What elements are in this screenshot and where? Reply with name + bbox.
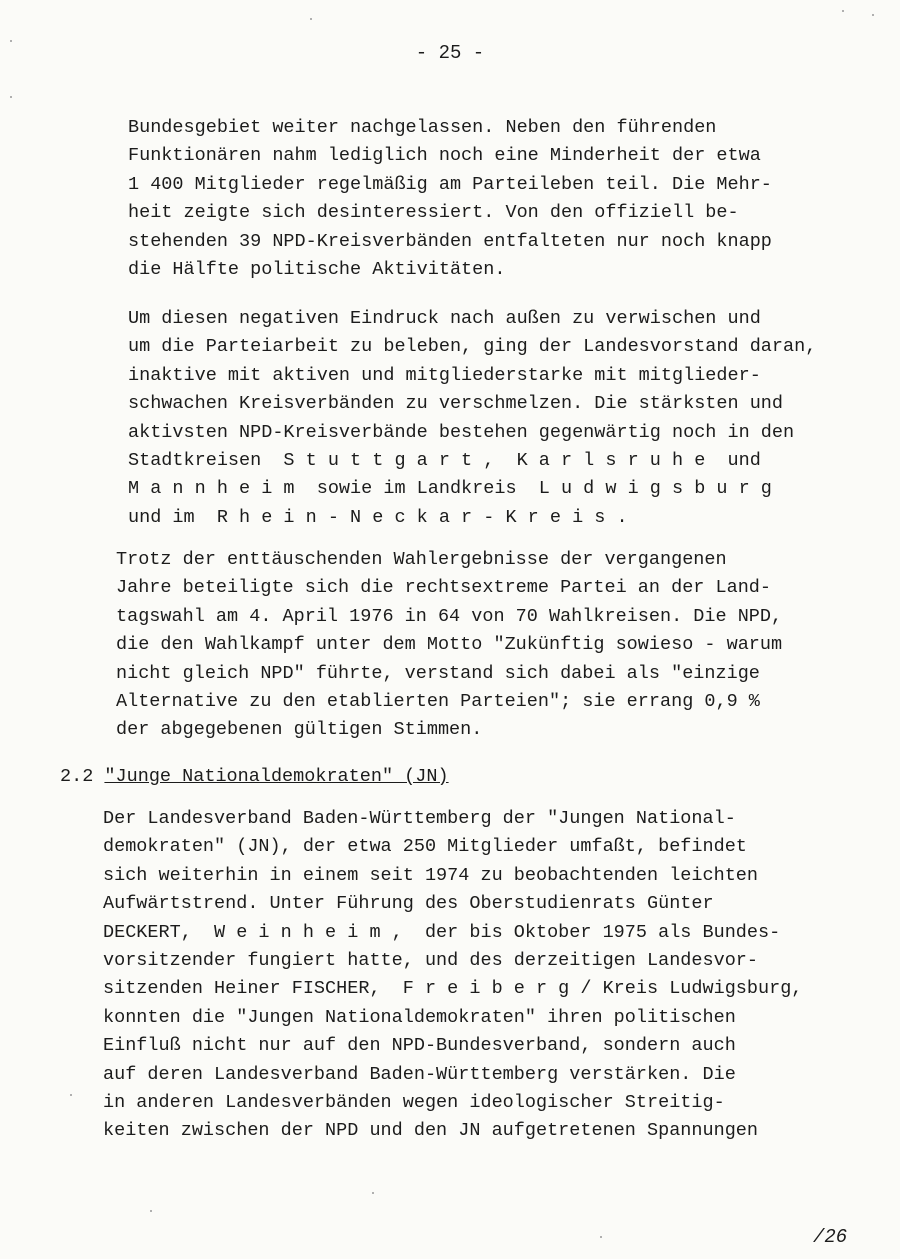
text-line: die Hälfte politische Aktivitäten. (128, 259, 506, 281)
scan-speck (70, 1094, 72, 1096)
text-line: um die Parteiarbeit zu beleben, ging der Landesvorstand daran, (128, 336, 817, 358)
text-line: die den Wahlkampf unter dem Motto "Zukünftig sowieso - warum (116, 634, 783, 656)
scan-speck (600, 1236, 602, 1238)
text-line: Um diesen negativen Eindruck nach außen zu verwischen und (128, 308, 761, 329)
text-line: schwachen Kreisverbänden zu verschmelzen. Die stärksten und (128, 393, 784, 415)
section-title: "Junge Nationaldemokraten" (JN) (104, 766, 449, 787)
paragraph-3 (116, 546, 836, 745)
next-page-number: /26 (813, 1226, 848, 1248)
scan-speck (10, 96, 12, 98)
scan-speck (10, 40, 12, 42)
text-line: demokraten" (JN), der etwa 250 Mitglieder umfaßt, befindet (103, 836, 747, 858)
text-line: Stadtkreisen S t u t t g a r t , K a r l s r u h e und (128, 450, 761, 472)
page-number: - 25 - (415, 42, 485, 64)
section-heading (60, 763, 449, 791)
text-line: konnten die "Jungen Nationaldemokraten" ihren politischen (103, 1006, 736, 1028)
text-line: sitzenden Heiner FISCHER, F r e i b e r g / Kreis Ludwigsburg, (103, 978, 803, 1000)
text-line: Einfluß nicht nur auf den NPD-Bundesverband, sondern auch (103, 1035, 736, 1057)
text-line: und im R h e i n - N e c k a r - K r e i s . (128, 506, 628, 528)
text-line: Trotz der enttäuschenden Wahlergebnisse der vergangenen (116, 549, 727, 570)
section-number: 2.2 (60, 766, 94, 787)
text-line: Aufwärtstrend. Unter Führung des Oberstudienrats Günter (103, 893, 714, 915)
text-line: sich weiterhin in einem seit 1974 zu beobachtenden leichten (103, 864, 759, 886)
text-line: Bundesgebiet weiter nachgelassen. Neben den führenden (128, 117, 717, 138)
text-line: nicht gleich NPD" führte, verstand sich dabei als "einzige (116, 662, 760, 684)
paragraph-2 (128, 305, 848, 532)
text-line: 1 400 Mitglieder regelmäßig am Parteileben teil. Die Mehr- (128, 173, 772, 195)
text-line: tagswahl am 4. April 1976 in 64 von 70 Wahlkreisen. Die NPD, (116, 605, 783, 627)
text-line: vorsitzender fungiert hatte, und des derzeitigen Landesvor- (103, 950, 759, 972)
text-line: der abgegebenen gültigen Stimmen. (116, 719, 483, 741)
text-line: Der Landesverband Baden-Württemberg der "Jungen National- (103, 808, 736, 829)
text-line: DECKERT, W e i n h e i m , der bis Oktober 1975 als Bundes- (103, 921, 781, 943)
text-line: Alternative zu den etablierten Parteien"; sie errang 0,9 % (116, 691, 760, 713)
text-line: M a n n h e i m sowie im Landkreis L u d w i g s b u r g (128, 478, 772, 500)
scan-speck (372, 1192, 374, 1194)
text-line: stehenden 39 NPD-Kreisverbänden entfalteten nur noch knapp (128, 230, 772, 252)
text-line: in anderen Landesverbänden wegen ideologischer Streitig- (103, 1092, 725, 1114)
text-line: keiten zwischen der NPD und den JN aufgetretenen Spannungen (103, 1120, 759, 1142)
text-line: heit zeigte sich desinteressiert. Von den offiziell be- (128, 202, 739, 224)
paragraph-4 (103, 805, 863, 1146)
text-line: inaktive mit aktiven und mitgliederstarke mit mitglieder- (128, 364, 761, 386)
scan-speck (150, 1210, 152, 1212)
scan-speck (310, 18, 312, 20)
text-line: Funktionären nahm lediglich noch eine Minderheit der etwa (128, 145, 761, 167)
text-line: Jahre beteiligte sich die rechtsextreme Partei an der Land- (116, 577, 772, 599)
text-line: aktivsten NPD-Kreisverbände bestehen gegenwärtig noch in den (128, 421, 795, 443)
paragraph-1 (128, 114, 848, 284)
scan-speck (872, 14, 874, 16)
text-line: auf deren Landesverband Baden-Württemberg verstärken. Die (103, 1063, 736, 1085)
scan-speck (842, 10, 844, 12)
